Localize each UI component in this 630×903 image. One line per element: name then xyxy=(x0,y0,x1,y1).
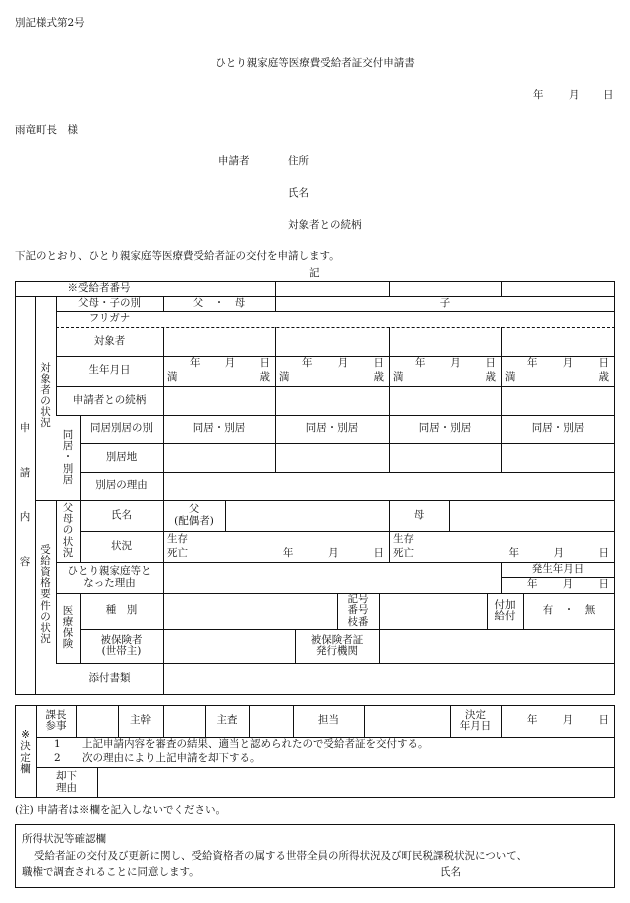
section-label-vertical: 申 請 内 容 xyxy=(19,421,31,569)
birthdate-label: 生年月日 xyxy=(88,364,131,377)
mother-label: 母 xyxy=(413,508,425,521)
form-number: 別記様式第2号 xyxy=(15,17,85,29)
applicant-label: 申請者 xyxy=(218,155,250,167)
kacho-sanji-label: 課長 参事 xyxy=(45,708,67,732)
birth-age-3: 満 歳 xyxy=(393,371,496,384)
birth-age-1: 満 歳 xyxy=(167,371,270,384)
note: (注) 申請者は※欄を記入しないでください。 xyxy=(15,804,227,816)
target-status-label: 対 象 者 の 状 況 xyxy=(40,361,51,430)
attachments-label: 添付書類 xyxy=(88,672,131,685)
kigo-bango-label: 記号 番号 枝番 xyxy=(347,593,369,628)
decision-line1-no: 1 xyxy=(54,738,61,751)
shusa-label: 主査 xyxy=(216,714,238,727)
statement: 下記のとおり、ひとり親家庭等医療費受給者証の交付を申請します。 xyxy=(15,250,340,262)
relation-label: 申請者との続柄 xyxy=(72,393,147,406)
cohab-type-label: 同居別居の別 xyxy=(90,422,153,435)
cohab-option-1: 同居・別居 xyxy=(192,422,246,435)
parent-child-label: 父母・子の別 xyxy=(78,296,141,309)
status-label: 状況 xyxy=(111,539,132,552)
parent-status-label: 父 母 の 状 況 xyxy=(62,502,74,559)
occurrence-ymd: 年 月 日 xyxy=(527,578,609,591)
addressee: 雨竜町長 様 xyxy=(15,124,78,136)
father-spouse-label: 父 (配偶者) xyxy=(174,503,214,527)
birth-ymd-1: 年 月 日 xyxy=(190,357,270,370)
recipient-number-label: ※受給者番号 xyxy=(67,281,131,294)
medical-insurance-label: 医 療 保 険 xyxy=(62,604,74,651)
date-year: 年 xyxy=(533,89,544,101)
separate-place-label: 別居地 xyxy=(105,450,138,463)
father-mother-label: 父 ・ 母 xyxy=(192,296,246,309)
birth-age-4: 満 歳 xyxy=(505,371,609,384)
decision-date-label: 決定 年月日 xyxy=(459,708,492,732)
mother-dead-date: 死亡 年 月 日 xyxy=(393,546,609,559)
separate-reason-label: 別居の理由 xyxy=(95,479,148,492)
yes-no-option: 有 ・ 無 xyxy=(542,604,596,617)
cohabitation-label: 同 居 ・ 別 居 xyxy=(62,429,74,486)
date-day: 日 xyxy=(603,89,614,101)
consent-name-label: 氏名 xyxy=(440,866,461,878)
qualification-status-label: 受 給 資 格 要 件 の 状 況 xyxy=(40,544,51,645)
father-dead-date: 死亡 年 月 日 xyxy=(167,546,384,559)
occurrence-date-label: 発生年月日 xyxy=(531,562,585,575)
birth-ymd-4: 年 月 日 xyxy=(527,357,609,370)
cohab-option-2: 同居・別居 xyxy=(305,422,359,435)
kind-label: 種 別 xyxy=(105,604,138,617)
rejection-reason-label: 却下 理由 xyxy=(56,770,77,794)
consent-title: 所得状況等確認欄 xyxy=(22,833,106,845)
issuer-label: 被保険者証 発行機関 xyxy=(310,633,364,657)
father-alive: 生存 xyxy=(167,532,188,545)
applicant-name-label: 氏名 xyxy=(288,187,309,199)
birth-age-2: 満 歳 xyxy=(279,371,384,384)
additional-benefit-label: 付加 給付 xyxy=(494,598,516,622)
cohab-option-4: 同居・別居 xyxy=(531,422,585,435)
decision-label: ※ 決 定 欄 xyxy=(20,729,31,775)
child-label: 子 xyxy=(439,296,451,309)
ki-label: 記 xyxy=(309,267,320,279)
furigana-label: フリガナ xyxy=(88,312,131,325)
decision-line1: 上記申請内容を審査の結果、適当と認められたので受給者証を交付する。 xyxy=(82,738,429,751)
decision-line2-no: 2 xyxy=(54,752,61,765)
birth-ymd-2: 年 月 日 xyxy=(302,357,384,370)
target-label: 対象者 xyxy=(93,334,126,347)
name-label: 氏名 xyxy=(111,508,132,521)
single-parent-reason-label: ひとり親家庭等と なった理由 xyxy=(67,565,152,589)
cohab-option-3: 同居・別居 xyxy=(418,422,472,435)
consent-line1: 受給者証の交付及び更新に関し、受給資格者の属する世帯全員の所得状況及び町民税課税状況について、 xyxy=(34,850,528,862)
shukan-label: 主幹 xyxy=(130,714,151,727)
applicant-address-label: 住所 xyxy=(288,155,309,167)
tanto-label: 担当 xyxy=(318,714,339,727)
decision-ymd: 年 月 日 xyxy=(527,714,609,727)
insured-label: 被保険者 (世帯主) xyxy=(100,633,143,657)
decision-line2: 次の理由により上記申請を却下する。 xyxy=(82,752,261,765)
consent-line2: 職権で調査されることに同意します。 xyxy=(22,866,200,878)
birth-ymd-3: 年 月 日 xyxy=(415,357,496,370)
date-month: 月 xyxy=(569,89,580,101)
mother-alive: 生存 xyxy=(393,532,414,545)
form-title: ひとり親家庭等医療費受給者証交付申請書 xyxy=(215,57,415,69)
applicant-relation-label: 対象者との続柄 xyxy=(288,219,362,231)
